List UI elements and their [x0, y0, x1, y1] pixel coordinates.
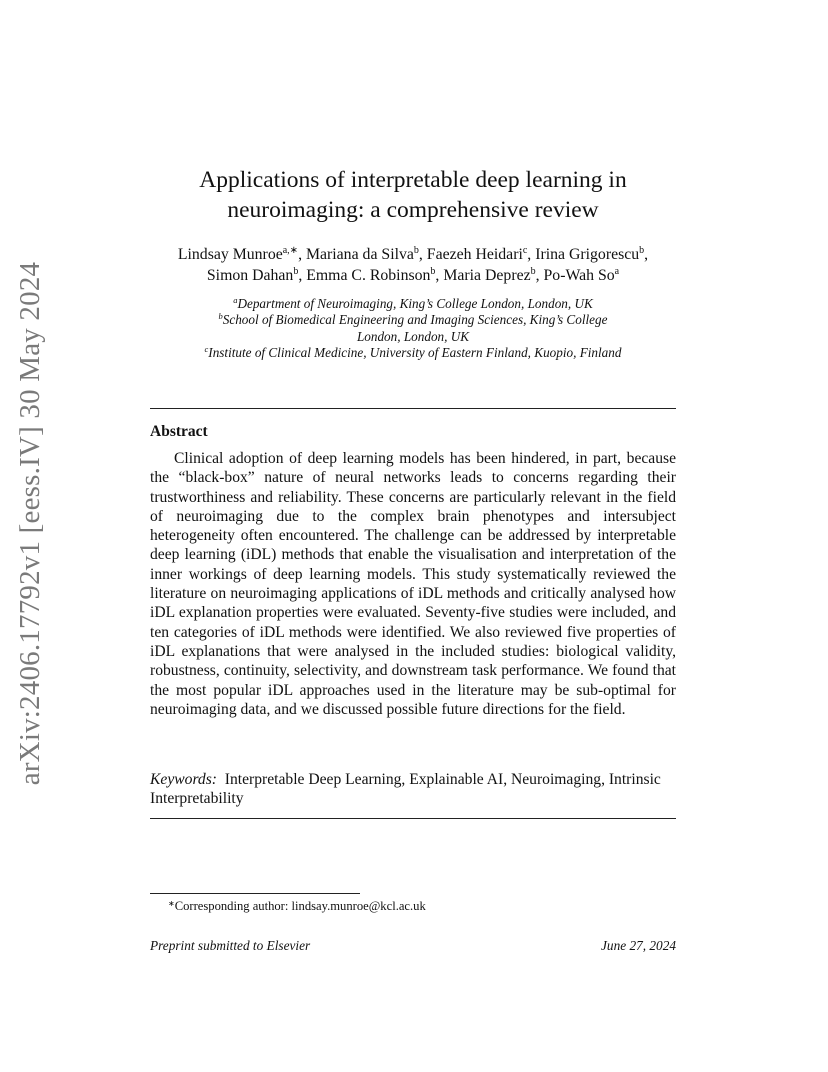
- footnote: [168, 899, 426, 914]
- top-rule: [150, 408, 676, 409]
- author-name: Simon Dahan: [206, 267, 294, 284]
- author-name: Irina Grigorescu: [535, 246, 640, 263]
- affiliation-mark: b: [218, 311, 223, 322]
- affiliation-b-continued: London, London, UK: [356, 328, 470, 344]
- author-separator: ,: [298, 246, 306, 263]
- author-name: Maria Deprez: [443, 267, 531, 284]
- author-separator: ,: [298, 267, 307, 284]
- arxiv-id-text: arXiv:2406.17792v1 [eess.IV] 30 May 2024: [14, 261, 47, 785]
- footnote-text: Corresponding author: lindsay.munroe@kcl.ac.uk: [174, 899, 426, 913]
- author-separator: ,: [535, 267, 544, 284]
- paper-title: [150, 165, 676, 225]
- author-name: Mariana da Silva: [305, 246, 414, 263]
- author-list: [150, 244, 676, 286]
- author-affil-mark: b: [413, 245, 419, 256]
- author-affil-mark: b: [639, 245, 645, 256]
- author-name: Lindsay Munroe: [177, 246, 283, 263]
- author-name: Po-Wah So: [543, 267, 615, 284]
- author-affil-mark: b: [530, 266, 536, 277]
- affiliation-text: Institute of Clinical Medicine, University of Eastern Finland, Kuopio, Finland: [208, 344, 622, 360]
- keywords-text: Interpretable Deep Learning, Explainable AI, Neuroimaging, Intrinsic Interpretability: [150, 771, 661, 808]
- author-affil-mark: b: [430, 266, 436, 277]
- footnote-rule: [150, 893, 360, 894]
- affiliation-mark: c: [204, 343, 209, 354]
- affiliation-b: [150, 312, 676, 328]
- author-affil-mark: b: [293, 266, 299, 277]
- preprint-date: June 27, 2024: [601, 938, 676, 953]
- affiliation-text: School of Biomedical Engineering and Imaging Sciences, King’s College: [222, 312, 608, 328]
- author-separator: ,: [644, 246, 649, 263]
- affiliation-c: [150, 345, 676, 361]
- author-affil-mark: a: [614, 266, 620, 277]
- arxiv-side-identifier: [11, 261, 51, 785]
- affiliation-text: Department of Neuroimaging, King’s College London, London, UK: [237, 296, 593, 311]
- title-line-1: Applications of interpretable deep learning in: [199, 167, 627, 193]
- keywords-label: Keywords:: [150, 771, 217, 788]
- affiliation-mark: a: [233, 295, 238, 305]
- author-name: Emma C. Robinson: [306, 267, 431, 284]
- footnote-mark: ∗: [168, 899, 175, 908]
- author-line-2: [150, 265, 676, 286]
- title-line-2: neuroimaging: a comprehensive review: [227, 197, 599, 223]
- author-separator: ,: [435, 267, 444, 284]
- keywords: [150, 770, 676, 809]
- abstract-heading: Abstract: [150, 423, 208, 440]
- bottom-rule: [150, 818, 676, 819]
- preprint-note: Preprint submitted to Elsevier: [150, 938, 311, 953]
- author-affil-mark: a,∗: [282, 245, 299, 256]
- affiliations: [150, 296, 676, 361]
- author-separator: ,: [527, 246, 536, 263]
- affiliation-a: [150, 296, 676, 312]
- abstract-text: Clinical adoption of deep learning models has been hindered, in part, because the “black-box” nature of neural networks leads to concerns regarding their trustworthiness and reliability. These concerns are particularly relevant in the field of neuroimaging due to the complex brain phenotypes and intersubject heterogeneity often encountered. The challenge can be addressed by interpretable deep learning (iDL) methods that enable the visualisation and interpretation of the inner workings of deep learning models. This study systematically reviewed the literature on neuroimaging applications of iDL methods and critically analysed how iDL explanation properties were evaluated. Seventy-five studies were included, and ten categories of iDL methods were identified. We also reviewed five properties of iDL explanations that were analysed in the included studies: biological validity, robustness, continuity, selectivity, and downstream task performance. We found that the most popular iDL approaches used in the literature may be sub-optimal for neuroimaging data, and we discussed possible future directions for the field.: [150, 450, 676, 718]
- author-name: Faezeh Heidari: [426, 246, 523, 263]
- author-line-1: [150, 244, 676, 265]
- author-affil-mark: c: [522, 245, 528, 256]
- author-separator: ,: [418, 246, 427, 263]
